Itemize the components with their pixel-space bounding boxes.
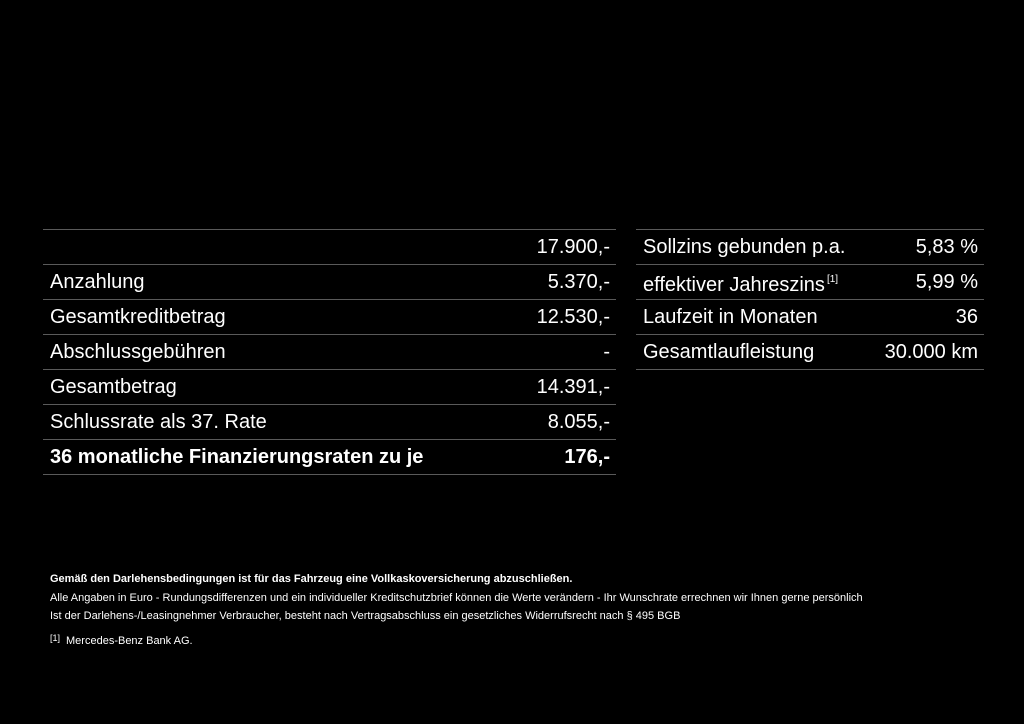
- row-value: 14.391,-: [536, 376, 610, 398]
- row-value: 12.530,-: [536, 306, 610, 328]
- table-row-anzahlung: [43, 265, 616, 300]
- row-value: 17.900,-: [536, 236, 610, 258]
- footnote-text: Mercedes-Benz Bank AG.: [66, 635, 193, 647]
- disclaimer-line: Alle Angaben in Euro - Rundungsdifferenzen und ein individueller Kreditschutzbrief können die Werte verändern - Ihr Wunschrate errechnen wir Ihnen gerne persönlich: [50, 592, 863, 604]
- row-value: -: [603, 341, 610, 363]
- legal-notes: [50, 570, 990, 650]
- row-label: Schlussrate als 37. Rate: [50, 411, 267, 433]
- table-row-monthly-rate: [43, 440, 616, 475]
- footnote-marker: [1]: [50, 633, 61, 643]
- row-label: Abschlussgebühren: [50, 341, 226, 363]
- row-value: 176,-: [564, 446, 610, 468]
- table-row-gesamtbetrag: [43, 370, 616, 405]
- row-label: Gesamtlaufleistung: [643, 341, 815, 363]
- row-value: 8.055,-: [547, 411, 610, 433]
- row-label: 36 monatliche Finanzierungsraten zu je: [50, 446, 424, 468]
- table-row-laufzeit: [636, 300, 984, 335]
- row-value: 5,83 %: [915, 236, 978, 258]
- row-label: Sollzins gebunden p.a.: [643, 236, 846, 258]
- table-row-vehicle-price: [43, 230, 616, 265]
- row-label: Gesamtbetrag: [50, 376, 177, 398]
- footnote-marker: [1]: [826, 273, 839, 285]
- table-row-gesamtlaufleistung: [636, 335, 984, 370]
- row-label: Anzahlung: [50, 271, 145, 293]
- withdrawal-right-note: Ist der Darlehens-/Leasingnehmer Verbraucher, besteht nach Vertragsabschluss ein gesetzliches Widerrufsrecht nach § 495 BGB: [50, 610, 681, 622]
- row-label: Laufzeit in Monaten: [643, 306, 818, 328]
- financing-table: [43, 229, 616, 475]
- table-row-gesamtkreditbetrag: [43, 300, 616, 335]
- table-row-effektiver-jahreszins: [636, 265, 984, 300]
- footnote: [50, 629, 990, 650]
- row-value: 36: [955, 306, 978, 328]
- row-value: 30.000 km: [884, 341, 978, 363]
- table-row-abschlussgebuehren: [43, 335, 616, 370]
- row-label: Gesamtkreditbetrag: [50, 306, 226, 328]
- table-row-schlussrate: [43, 405, 616, 440]
- row-value: 5.370,-: [547, 271, 610, 293]
- terms-table: [636, 229, 984, 370]
- table-row-sollzins: [636, 230, 984, 265]
- row-value: 5,99 %: [915, 271, 978, 293]
- insurance-note: Gemäß den Darlehensbedingungen ist für das Fahrzeug eine Vollkaskoversicherung abzuschließen.: [50, 573, 573, 585]
- row-label: effektiver Jahreszins: [643, 273, 825, 296]
- row-label-with-footnote: [636, 263, 838, 302]
